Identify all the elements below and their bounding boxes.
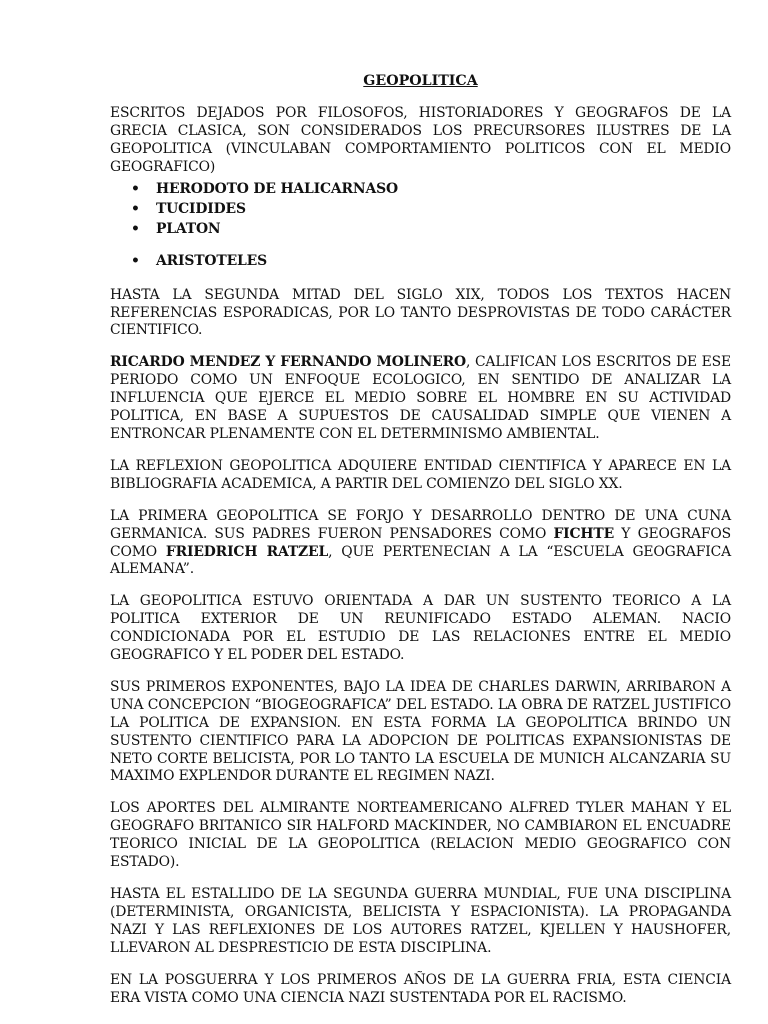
bullet-icon: • [131,180,140,197]
paragraph-reflexion: LA REFLEXION GEOPOLITICA ADQUIERE ENTIDAD CIENTIFICA Y APARECE EN LA BIBLIOGRAFIA ACADEMICA, A PARTIR DEL COMIENZO DEL SIGLO XX. [110,457,731,492]
paragraph-text: Y GEOGRAFOS COMO [110,525,731,560]
paragraph-primera-geopolitica [110,508,731,580]
bullet-icon: • [131,200,140,217]
paragraph-text: , QUE PERTENECIAN A LA “ESCUELA GEOGRAFICA ALEMANA”. [110,543,731,578]
paragraph-segunda-guerra: HASTA EL ESTALLIDO DE LA SEGUNDA GUERRA MUNDIAL, FUE UNA DISCIPLINA (DETERMINISTA, ORGANICISTA, BELICISTA Y ESPACIONISTA). LA PROPAGANDA NAZI Y LAS REFLEXIONES DE LOS AUTORES RATZEL, KJELLEN Y HAUSHOFER, LLEVARON AL DESPRESTICIO DE ESTA DISCIPLINA. [110,886,731,956]
list-item [110,219,731,239]
bullet-icon: • [131,252,140,269]
paragraph-posguerra: EN LA POSGUERRA Y LOS PRIMEROS AÑOS DE LA GUERRA FRIA, ESTA CIENCIA ERA VISTA COMO UNA CIENCIA NAZI SUSTENTADA POR EL RACISMO. [110,971,731,1006]
paragraph-exponentes: SUS PRIMEROS EXPONENTES, BAJO LA IDEA DE CHARLES DARWIN, ARRIBARON A UNA CONCEPCION “BIOGEOGRAFICA” DEL ESTADO. LA OBRA DE RATZEL JUSTIFICO LA POLITICA DE EXPANSION. EN ESTA FORMA LA GEOPOLITICA BRINDO UN SUSTENTO CIENTIFICO PARA LA ADOPCION DE POLITICAS EXPANSIONISTAS DE NETO CORTE BELICISTA, POR LO TANTO LA ESCUELA DE MUNICH ALCANZARIA SU MAXIMO EXPLENDOR DURANTE EL REGIMEN NAZI. [110,678,731,785]
paragraph-aportes: LOS APORTES DEL ALMIRANTE NORTEAMERICANO ALFRED TYLER MAHAN Y EL GEOGRAFO BRITANICO SIR HALFORD MACKINDER, NO CAMBIARON EL ENCUADRE TEORICO INICIAL DE LA GEOPOLITICA (RELACION MEDIO GEOGRAFICO CON ESTADO). [110,800,731,871]
paragraph-text: , CALIFICAN LOS ESCRITOS DE ESE PERIODO COMO UN ENFOQUE ECOLOGICO, EN SENTIDO DE ANALIZAR LA INFLUENCIA QUE EJERCE EL MEDIO SOBRE EL HOMBRE EN SU ACTIVIDAD POLITICA, EN BASE A SUPUESTOS DE CAUSALIDAD SIMPLE QUE VIENEN A ENTRONCAR PLENAMENTE CON EL DETERMINISMO AMBIENTAL. [110,354,731,442]
list-item-label: PLATON [156,220,221,237]
list-item [110,251,731,271]
document-body [110,72,731,1021]
list-item-label: HERODOTO DE HALICARNASO [156,180,398,197]
paragraph-orientacion: LA GEOPOLITICA ESTUVO ORIENTADA A DAR UN SUSTENTO TEORICO A LA POLITICA EXTERIOR DE UN REUNIFICADO ESTADO ALEMAN. NACIO CONDICIONADA POR EL ESTUDIO DE LAS RELACIONES ENTRE EL MEDIO GEOGRAFICO Y EL PODER DEL ESTADO. [110,593,731,664]
bullet-icon: • [131,220,140,237]
ratzel-bold: FRIEDRICH RATZEL [165,543,329,560]
authors-bold: RICARDO MENDEZ Y FERNANDO MOLINERO [110,354,466,371]
list-item-label: TUCIDIDES [156,200,246,217]
paragraph-mendez-molinero [110,354,731,444]
paragraph-siglo-xix: HASTA LA SEGUNDA MITAD DEL SIGLO XIX, TODOS LOS TEXTOS HACEN REFERENCIAS ESPORADICAS, POR LO TANTO DESPROVISTAS DE TODO CARÁCTER CIENTIFICO. [110,286,731,339]
fichte-bold: FICHTE [553,525,615,542]
paragraph-text: LA PRIMERA GEOPOLITICA SE FORJO Y DESARROLLO DENTRO DE UNA CUNA GERMANICA. SUS PADRES FUERON PENSADORES COMO [110,507,731,542]
precursors-list [110,179,731,271]
list-item [110,179,731,199]
document-title: GEOPOLITICA [363,73,478,89]
intro-paragraph: ESCRITOS DEJADOS POR FILOSOFOS, HISTORIADORES Y GEOGRAFOS DE LA GRECIA CLASICA, SON CONSIDERADOS LOS PRECURSORES ILUSTRES DE LA GEOPOLITICA (VINCULABAN COMPORTAMIENTO POLITICOS CON EL MEDIO GEOGRAFICO) [110,105,731,175]
list-item-label: ARISTOTELES [156,252,267,269]
list-item [110,199,731,219]
